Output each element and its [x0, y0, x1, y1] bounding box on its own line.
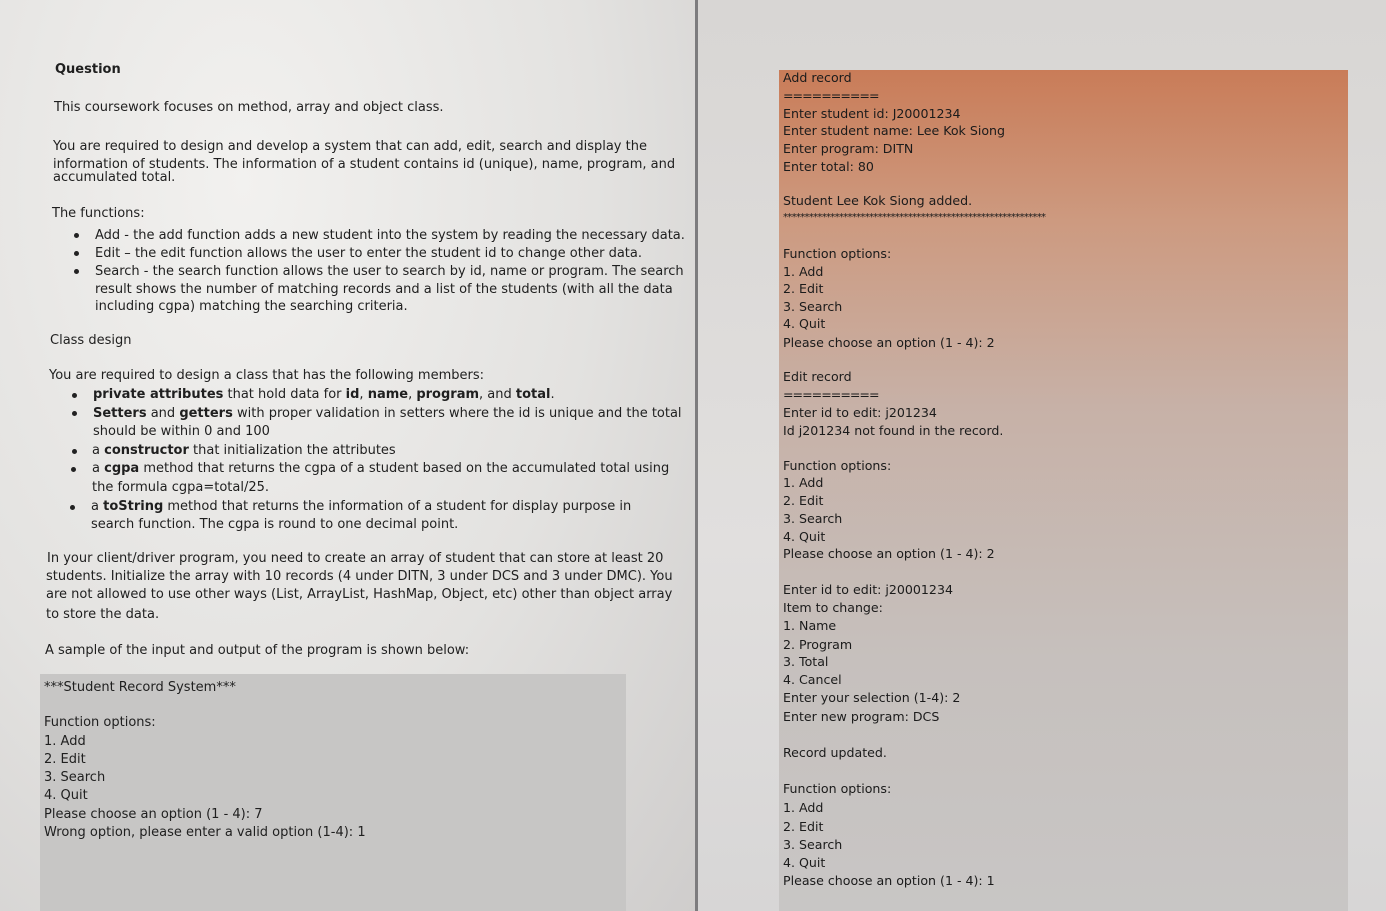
console-line: 2. Program	[783, 637, 853, 652]
function-add: Add - the add function adds a new student into the system by reading the necessary data.	[95, 228, 685, 243]
bold-term: constructor	[104, 443, 189, 458]
console-line: Please choose an option (1 - 4): 2	[783, 546, 995, 561]
console-line: Enter id to edit: j201234	[783, 405, 937, 420]
console-line: Student Lee Kok Siong added.	[783, 193, 973, 208]
function-edit: Edit – the edit function allows the user to enter the student id to change other data.	[95, 246, 642, 261]
member-attributes: private attributes that hold data for id, name, program, and total.	[93, 387, 555, 402]
console-line: Edit record	[783, 369, 852, 384]
intro-text: This coursework focuses on method, array and object class.	[54, 100, 444, 115]
console-line: Add record	[783, 70, 852, 85]
function-search-line-2: result shows the number of matching records and a list of the students (with all the data	[95, 282, 673, 297]
console-line: Item to change:	[783, 600, 883, 615]
bullet	[72, 449, 77, 454]
console-line: Function options:	[44, 715, 156, 730]
console-line: 2. Edit	[783, 819, 824, 834]
console-line: Function options:	[783, 781, 892, 796]
console-line: 1. Add	[783, 264, 824, 279]
member-setters-line-1: Setters and getters with proper validation in setters where the id is unique and the total	[93, 406, 682, 421]
para2-line-4: to store the data.	[46, 607, 160, 622]
para1-line-2: information of students. The information of a student contains id (unique), name, program, and	[53, 157, 676, 172]
console-line: Enter id to edit: j20001234	[783, 582, 953, 597]
para1-line-3: accumulated total.	[53, 170, 176, 185]
bullet	[72, 411, 77, 416]
console-line: 1. Name	[783, 618, 837, 633]
bold-term: cgpa	[104, 461, 140, 476]
console-line: *************************************************************	[783, 212, 1046, 223]
console-line: 1. Add	[783, 475, 824, 490]
bullet	[74, 233, 79, 238]
console-line: 4. Quit	[783, 316, 826, 331]
console-line: Record updated.	[783, 745, 887, 760]
bullet	[70, 505, 75, 510]
console-line: 2. Edit	[783, 281, 824, 296]
console-line: 4. Quit	[44, 788, 88, 803]
member-tostring-line-1: a toString method that returns the information of a student for display purpose in	[91, 499, 632, 514]
bold-term: Setters	[93, 406, 147, 421]
question-heading: Question	[55, 62, 121, 77]
console-line: Enter your selection (1-4): 2	[783, 690, 961, 705]
member-setters-line-2: should be within 0 and 100	[93, 424, 270, 439]
console-line: 3. Search	[783, 837, 843, 852]
functions-title: The functions:	[52, 206, 145, 221]
console-line: 1. Add	[44, 734, 86, 749]
console-line: ==========	[783, 88, 879, 103]
function-search-line-1: Search - the search function allows the user to search by id, name or program. The search	[95, 264, 684, 279]
console-line: Wrong option, please enter a valid option (1-4): 1	[44, 825, 366, 840]
para2-line-1: In your client/driver program, you need to create an array of student that can store at least 20	[47, 551, 664, 566]
console-line: Function options:	[783, 458, 892, 473]
console-line: 3. Search	[44, 770, 106, 785]
sample-intro: A sample of the input and output of the program is shown below:	[45, 643, 470, 658]
console-line: Enter total: 80	[783, 159, 874, 174]
console-line: 4. Quit	[783, 529, 826, 544]
console-line: 4. Quit	[783, 855, 826, 870]
member-cgpa-line-2: the formula cgpa=total/25.	[92, 480, 270, 495]
console-line: Id j201234 not found in the record.	[783, 423, 1004, 438]
bullet	[71, 467, 76, 472]
console-line: Please choose an option (1 - 4): 1	[783, 873, 995, 888]
console-line: Enter student id: J20001234	[783, 106, 961, 121]
console-line: Enter program: DITN	[783, 141, 914, 156]
member-constructor: a constructor that initialization the attributes	[92, 443, 396, 458]
console-line: 3. Search	[783, 511, 843, 526]
members-intro: You are required to design a class that has the following members:	[49, 368, 484, 383]
console-line: 2. Edit	[783, 493, 824, 508]
console-line: 3. Search	[783, 299, 843, 314]
class-design-title: Class design	[50, 333, 132, 348]
console-line: 3. Total	[783, 654, 829, 669]
para2-line-3: are not allowed to use other ways (List, ArrayList, HashMap, Object, etc) other than object array	[46, 587, 673, 602]
console-line: Enter new program: DCS	[783, 709, 940, 724]
console-line: Please choose an option (1 - 4): 2	[783, 335, 995, 350]
console-title: ***Student Record System***	[44, 680, 236, 695]
function-search-line-3: including cgpa) matching the searching criteria.	[95, 299, 408, 314]
bold-term: toString	[103, 499, 164, 514]
console-line: Enter student name: Lee Kok Siong	[783, 123, 1006, 138]
bullet	[72, 393, 77, 398]
console-line: 1. Add	[783, 800, 824, 815]
left-console-shade	[40, 674, 626, 911]
console-line: 4. Cancel	[783, 672, 842, 687]
para2-line-2: students. Initialize the array with 10 records (4 under DITN, 3 under DCS and 3 under DMC). You	[46, 569, 673, 584]
console-line: 2. Edit	[44, 752, 86, 767]
bullet	[74, 251, 79, 256]
bullet	[74, 269, 79, 274]
console-line: Please choose an option (1 - 4): 7	[44, 807, 263, 822]
console-line: ==========	[783, 387, 879, 402]
bold-term: private attributes	[93, 387, 224, 402]
member-tostring-line-2: search function. The cgpa is round to one decimal point.	[91, 517, 459, 532]
console-line: Function options:	[783, 246, 892, 261]
para1-line-1: You are required to design and develop a system that can add, edit, search and display the	[53, 139, 647, 154]
member-cgpa-line-1: a cgpa method that returns the cgpa of a student based on the accumulated total using	[92, 461, 670, 476]
